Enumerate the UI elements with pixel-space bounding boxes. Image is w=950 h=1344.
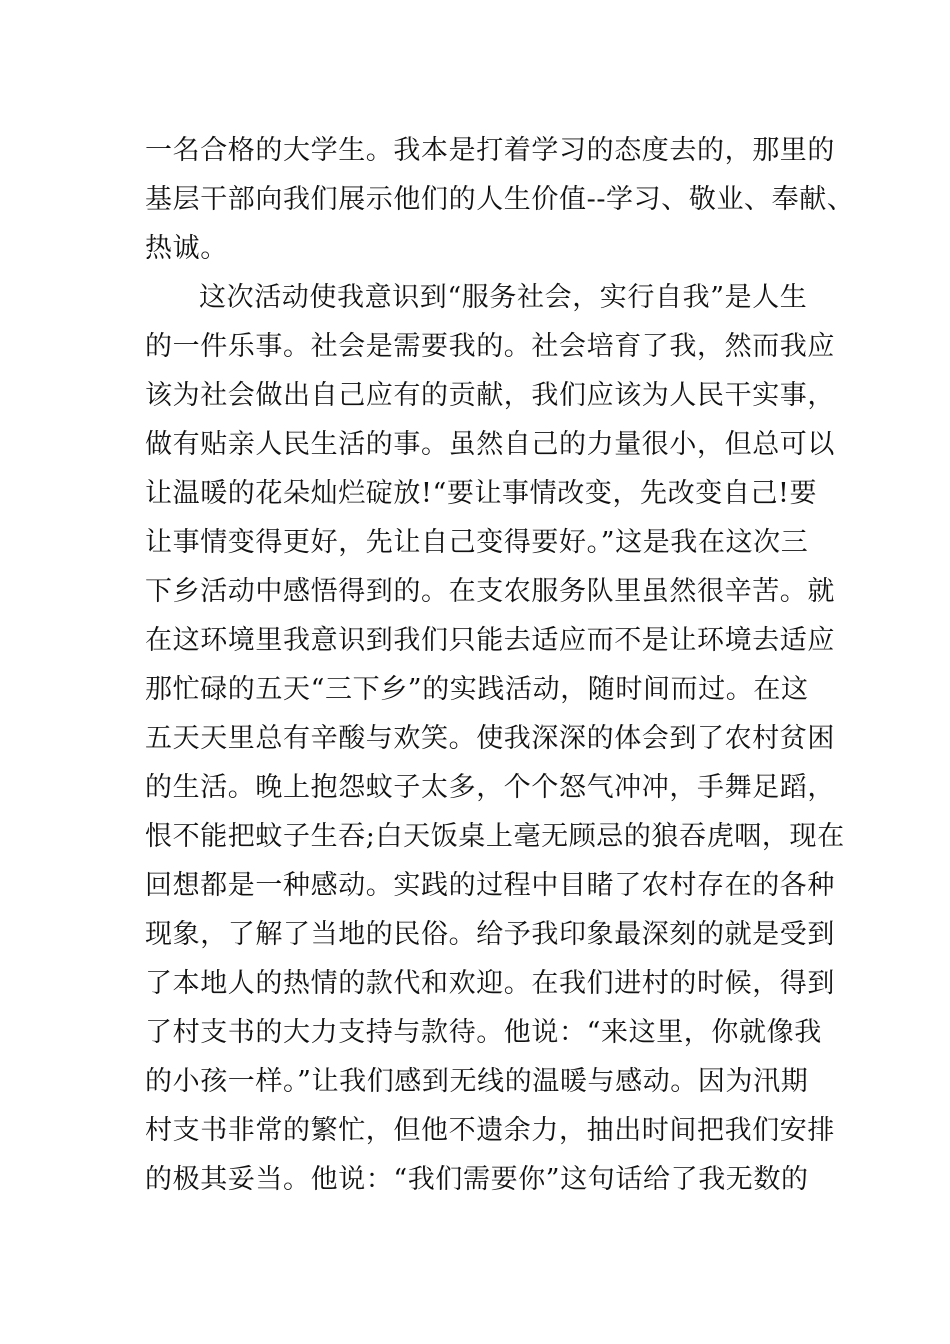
paragraph-first-line: 这次活动使我意识到“服务社会，实行自我”是人生 <box>199 282 808 313</box>
text-line: 的极其妥当。他说：“我们需要你”这句话给了我无数的 <box>145 1164 809 1195</box>
text-line: 在这环境里我意识到我们只能去适应而不是让环境去适应 <box>145 625 835 656</box>
text-line: 的小孩一样。”让我们感到无线的温暖与感动。因为汛期 <box>145 1066 809 1097</box>
text-line: 让事情变得更好，先让自己变得要好。”这是我在这次三 <box>145 527 809 558</box>
text-line: 村支书非常的繁忙，但他不遗余力，抽出时间把我们安排 <box>145 1115 835 1146</box>
text-line: 回想都是一种感动。实践的过程中目睹了农村存在的各种 <box>145 870 835 901</box>
text-line: 那忙碌的五天“三下乡”的实践活动，随时间而过。在这 <box>145 674 809 705</box>
text-line: 让温暖的花朵灿烂碇放!“要让事情改变，先改变自己!要 <box>145 478 818 509</box>
text-line: 一名合格的大学生。我本是打着学习的态度去的，那里的 <box>145 135 835 166</box>
text-line: 做有贴亲人民生活的事。虽然自己的力量很小，但总可以 <box>145 429 835 460</box>
text-line: 热诚。 <box>145 233 228 264</box>
text-line: 的生活。晚上抱怨蚊子太多，个个怒气冲冲，手舞足蹈， <box>145 772 835 803</box>
text-line: 了本地人的热情的款代和欢迎。在我们进村的时候，得到 <box>145 968 835 999</box>
text-line: 现象，了解了当地的民俗。给予我印象最深刻的就是受到 <box>145 919 835 950</box>
text-line: 恨不能把蚊子生吞;白天饭桌上毫无顾忌的狼吞虎咽，现在 <box>145 821 845 852</box>
text-line: 该为社会做出自己应有的贡献，我们应该为人民干实事， <box>145 380 835 411</box>
body-text <box>145 126 855 1204</box>
text-line: 的一件乐事。社会是需要我的。社会培育了我，然而我应 <box>145 331 835 362</box>
text-line: 基层干部向我们展示他们的人生价值--学习、敬业、奉献、 <box>145 184 855 215</box>
text-line: 五天天里总有辛酸与欢笑。使我深深的体会到了农村贫困 <box>145 723 835 754</box>
text-line: 了村支书的大力支持与款待。他说：“来这里，你就像我 <box>145 1017 822 1048</box>
text-line: 下乡活动中感悟得到的。在支农服务队里虽然很辛苦。就 <box>145 576 835 607</box>
